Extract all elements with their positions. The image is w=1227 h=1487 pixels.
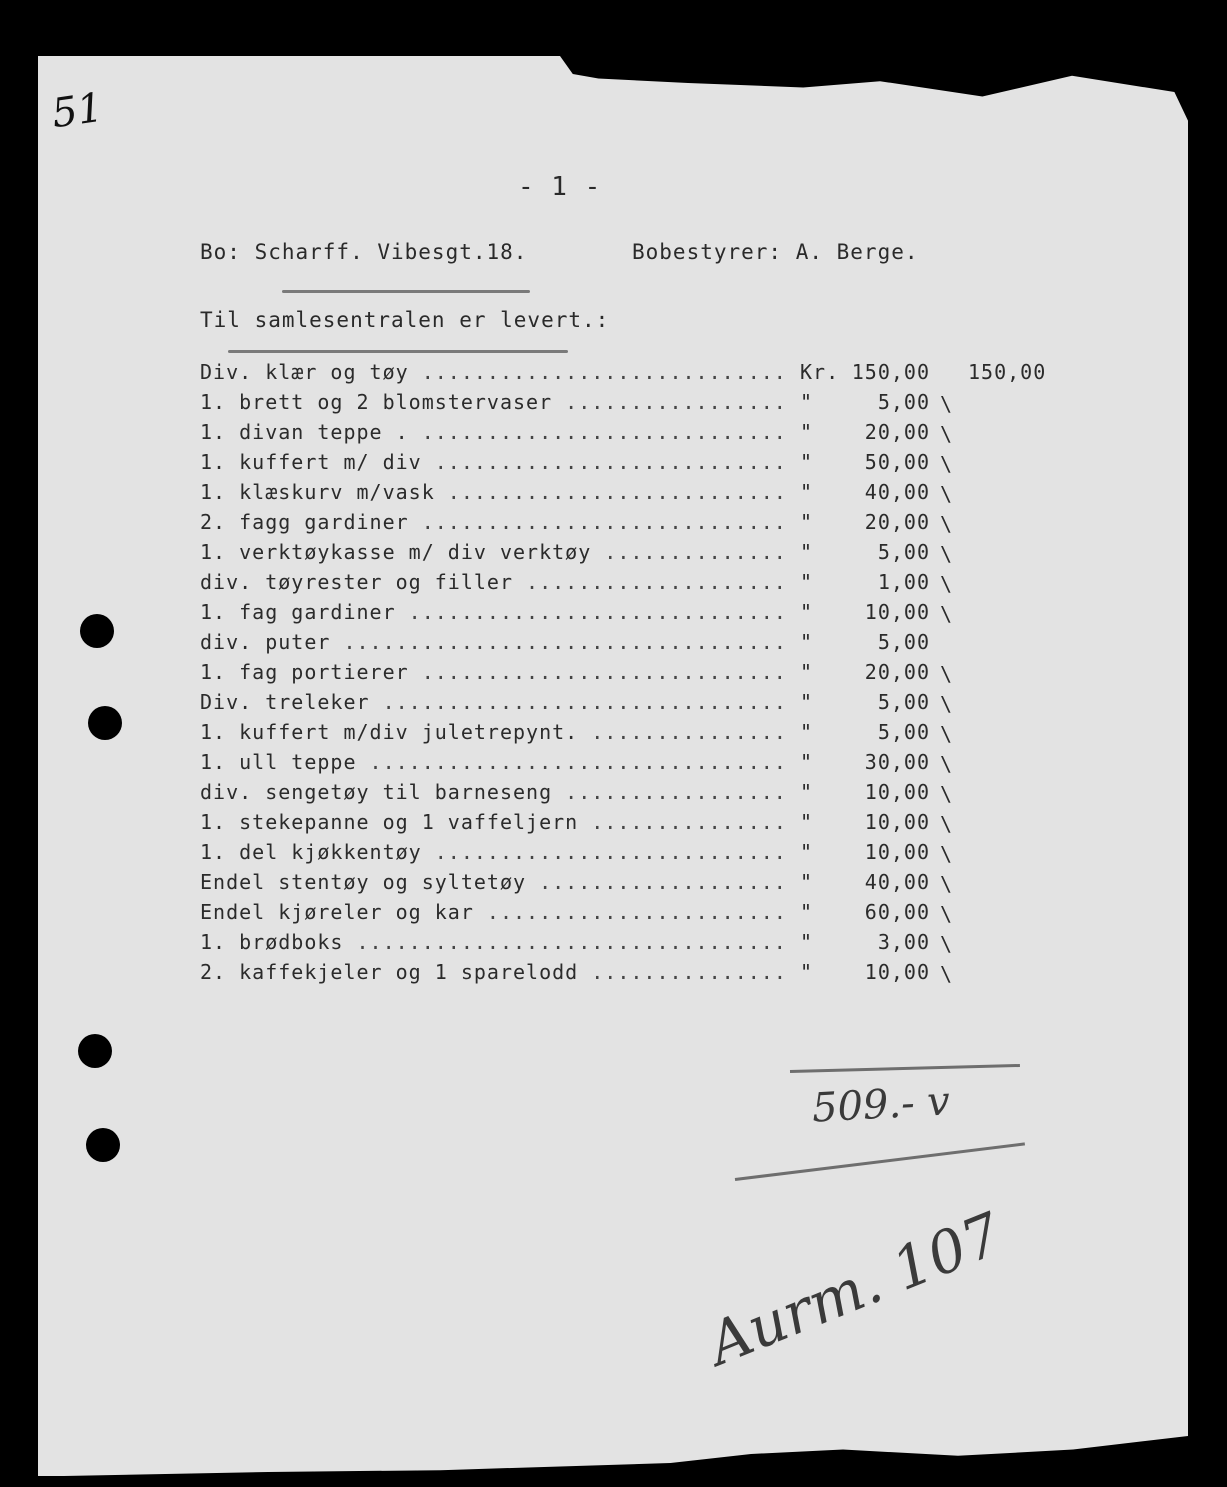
administrator-label: Bobestyrer: A. Berge.	[632, 240, 919, 264]
check-tick: \	[940, 962, 954, 986]
item-unit: "	[800, 840, 814, 864]
page-number: - 1 -	[518, 172, 602, 202]
corner-mark: 51	[49, 84, 106, 138]
item-amount: 10,00	[864, 810, 930, 834]
item-unit: "	[800, 480, 814, 504]
handwritten-signature: Aurm. 107	[698, 1199, 1012, 1379]
item-unit: "	[800, 660, 814, 684]
check-tick: \	[940, 452, 954, 476]
item-total: 150,00	[968, 360, 1047, 384]
item-unit: "	[800, 720, 814, 744]
list-item	[200, 750, 1070, 780]
list-item	[200, 810, 1070, 840]
list-item	[200, 360, 1070, 390]
item-description: 1. fag portierer .....	[200, 660, 790, 684]
item-amount: 20,00	[864, 660, 930, 684]
check-tick: \	[940, 842, 954, 866]
item-unit: "	[800, 570, 814, 594]
item-description: Endel kjøreler og kar .....	[200, 900, 790, 924]
check-tick: \	[940, 602, 954, 626]
punch-hole	[88, 706, 122, 740]
item-description: 1. ull teppe .....	[200, 750, 790, 774]
handwritten-total: 509.- v	[810, 1078, 951, 1132]
list-item	[200, 510, 1070, 540]
check-tick: \	[940, 932, 954, 956]
item-unit: "	[800, 690, 814, 714]
item-amount: 50,00	[864, 450, 930, 474]
list-item	[200, 690, 1070, 720]
item-description: div. sengetøy til barneseng .....	[200, 780, 790, 804]
item-amount: 20,00	[864, 510, 930, 534]
list-item	[200, 660, 1070, 690]
item-description: 1. brødboks .....	[200, 930, 790, 954]
estate-underline	[282, 290, 530, 293]
check-tick: \	[940, 572, 954, 596]
item-amount: 5,00	[877, 630, 930, 654]
list-item	[200, 780, 1070, 810]
list-item	[200, 480, 1070, 510]
check-tick: \	[940, 872, 954, 896]
inventory-list	[200, 360, 1070, 990]
check-tick: \	[940, 392, 954, 416]
item-description: 1. brett og 2 blomstervaser .....	[200, 390, 790, 414]
list-item	[200, 870, 1070, 900]
item-description: Div. klær og tøy .....	[200, 360, 790, 384]
check-tick: \	[940, 422, 954, 446]
item-description: div. puter .....	[200, 630, 790, 654]
item-description: 1. del kjøkkentøy .....	[200, 840, 790, 864]
item-amount: 60,00	[864, 900, 930, 924]
item-unit: "	[800, 630, 814, 654]
item-description: 1. stekepanne og 1 vaffeljern .....	[200, 810, 790, 834]
check-tick: \	[940, 512, 954, 536]
list-item	[200, 720, 1070, 750]
check-tick: \	[940, 482, 954, 506]
item-description: 1. kuffert m/ div .....	[200, 450, 790, 474]
item-amount: 10,00	[864, 960, 930, 984]
list-item	[200, 600, 1070, 630]
item-unit: "	[800, 600, 814, 624]
check-tick: \	[940, 812, 954, 836]
check-tick: \	[940, 542, 954, 566]
item-unit: "	[800, 810, 814, 834]
list-item	[200, 960, 1070, 990]
list-item	[200, 900, 1070, 930]
item-unit: "	[800, 870, 814, 894]
item-unit: "	[800, 540, 814, 564]
list-item	[200, 420, 1070, 450]
item-unit: "	[800, 900, 814, 924]
item-unit: Kr.	[800, 360, 840, 384]
section-underline	[228, 350, 568, 353]
item-description: div. tøyrester og filler .....	[200, 570, 790, 594]
item-description: Div. treleker .....	[200, 690, 790, 714]
item-description: 1. kuffert m/div juletrepynt. .....	[200, 720, 790, 744]
punch-hole	[78, 1034, 112, 1068]
item-description: 1. verktøykasse m/ div verktøy .....	[200, 540, 790, 564]
item-description: 1. klæskurv m/vask .....	[200, 480, 790, 504]
section-title: Til samlesentralen er levert.:	[200, 308, 610, 332]
item-amount: 40,00	[864, 480, 930, 504]
list-item	[200, 540, 1070, 570]
item-amount: 20,00	[864, 420, 930, 444]
item-amount: 150,00	[851, 360, 930, 384]
list-item	[200, 630, 1070, 660]
list-item	[200, 840, 1070, 870]
item-description: 1. fag gardiner .....	[200, 600, 790, 624]
item-unit: "	[800, 420, 814, 444]
item-description: 2. fagg gardiner .....	[200, 510, 790, 534]
item-amount: 10,00	[864, 600, 930, 624]
item-amount: 3,00	[877, 930, 930, 954]
item-unit: "	[800, 510, 814, 534]
punch-hole	[80, 614, 114, 648]
list-item	[200, 570, 1070, 600]
item-amount: 10,00	[864, 840, 930, 864]
item-amount: 5,00	[877, 540, 930, 564]
item-description: 1. divan teppe . .....	[200, 420, 790, 444]
item-unit: "	[800, 780, 814, 804]
list-item	[200, 390, 1070, 420]
item-unit: "	[800, 450, 814, 474]
item-amount: 1,00	[877, 570, 930, 594]
item-description: 2. kaffekjeler og 1 sparelodd .....	[200, 960, 790, 984]
item-description: Endel stentøy og syltetøy .....	[200, 870, 790, 894]
item-unit: "	[800, 960, 814, 984]
check-tick: \	[940, 902, 954, 926]
item-amount: 10,00	[864, 780, 930, 804]
check-tick: \	[940, 782, 954, 806]
punch-hole	[86, 1128, 120, 1162]
check-tick: \	[940, 752, 954, 776]
item-amount: 5,00	[877, 390, 930, 414]
list-item	[200, 450, 1070, 480]
check-tick: \	[940, 722, 954, 746]
check-tick: \	[940, 662, 954, 686]
item-amount: 5,00	[877, 720, 930, 744]
check-tick: \	[940, 692, 954, 716]
item-unit: "	[800, 930, 814, 954]
item-amount: 5,00	[877, 690, 930, 714]
item-unit: "	[800, 750, 814, 774]
estate-label: Bo: Scharff. Vibesgt.18.	[200, 240, 528, 264]
list-item	[200, 930, 1070, 960]
item-amount: 30,00	[864, 750, 930, 774]
item-unit: "	[800, 390, 814, 414]
item-amount: 40,00	[864, 870, 930, 894]
